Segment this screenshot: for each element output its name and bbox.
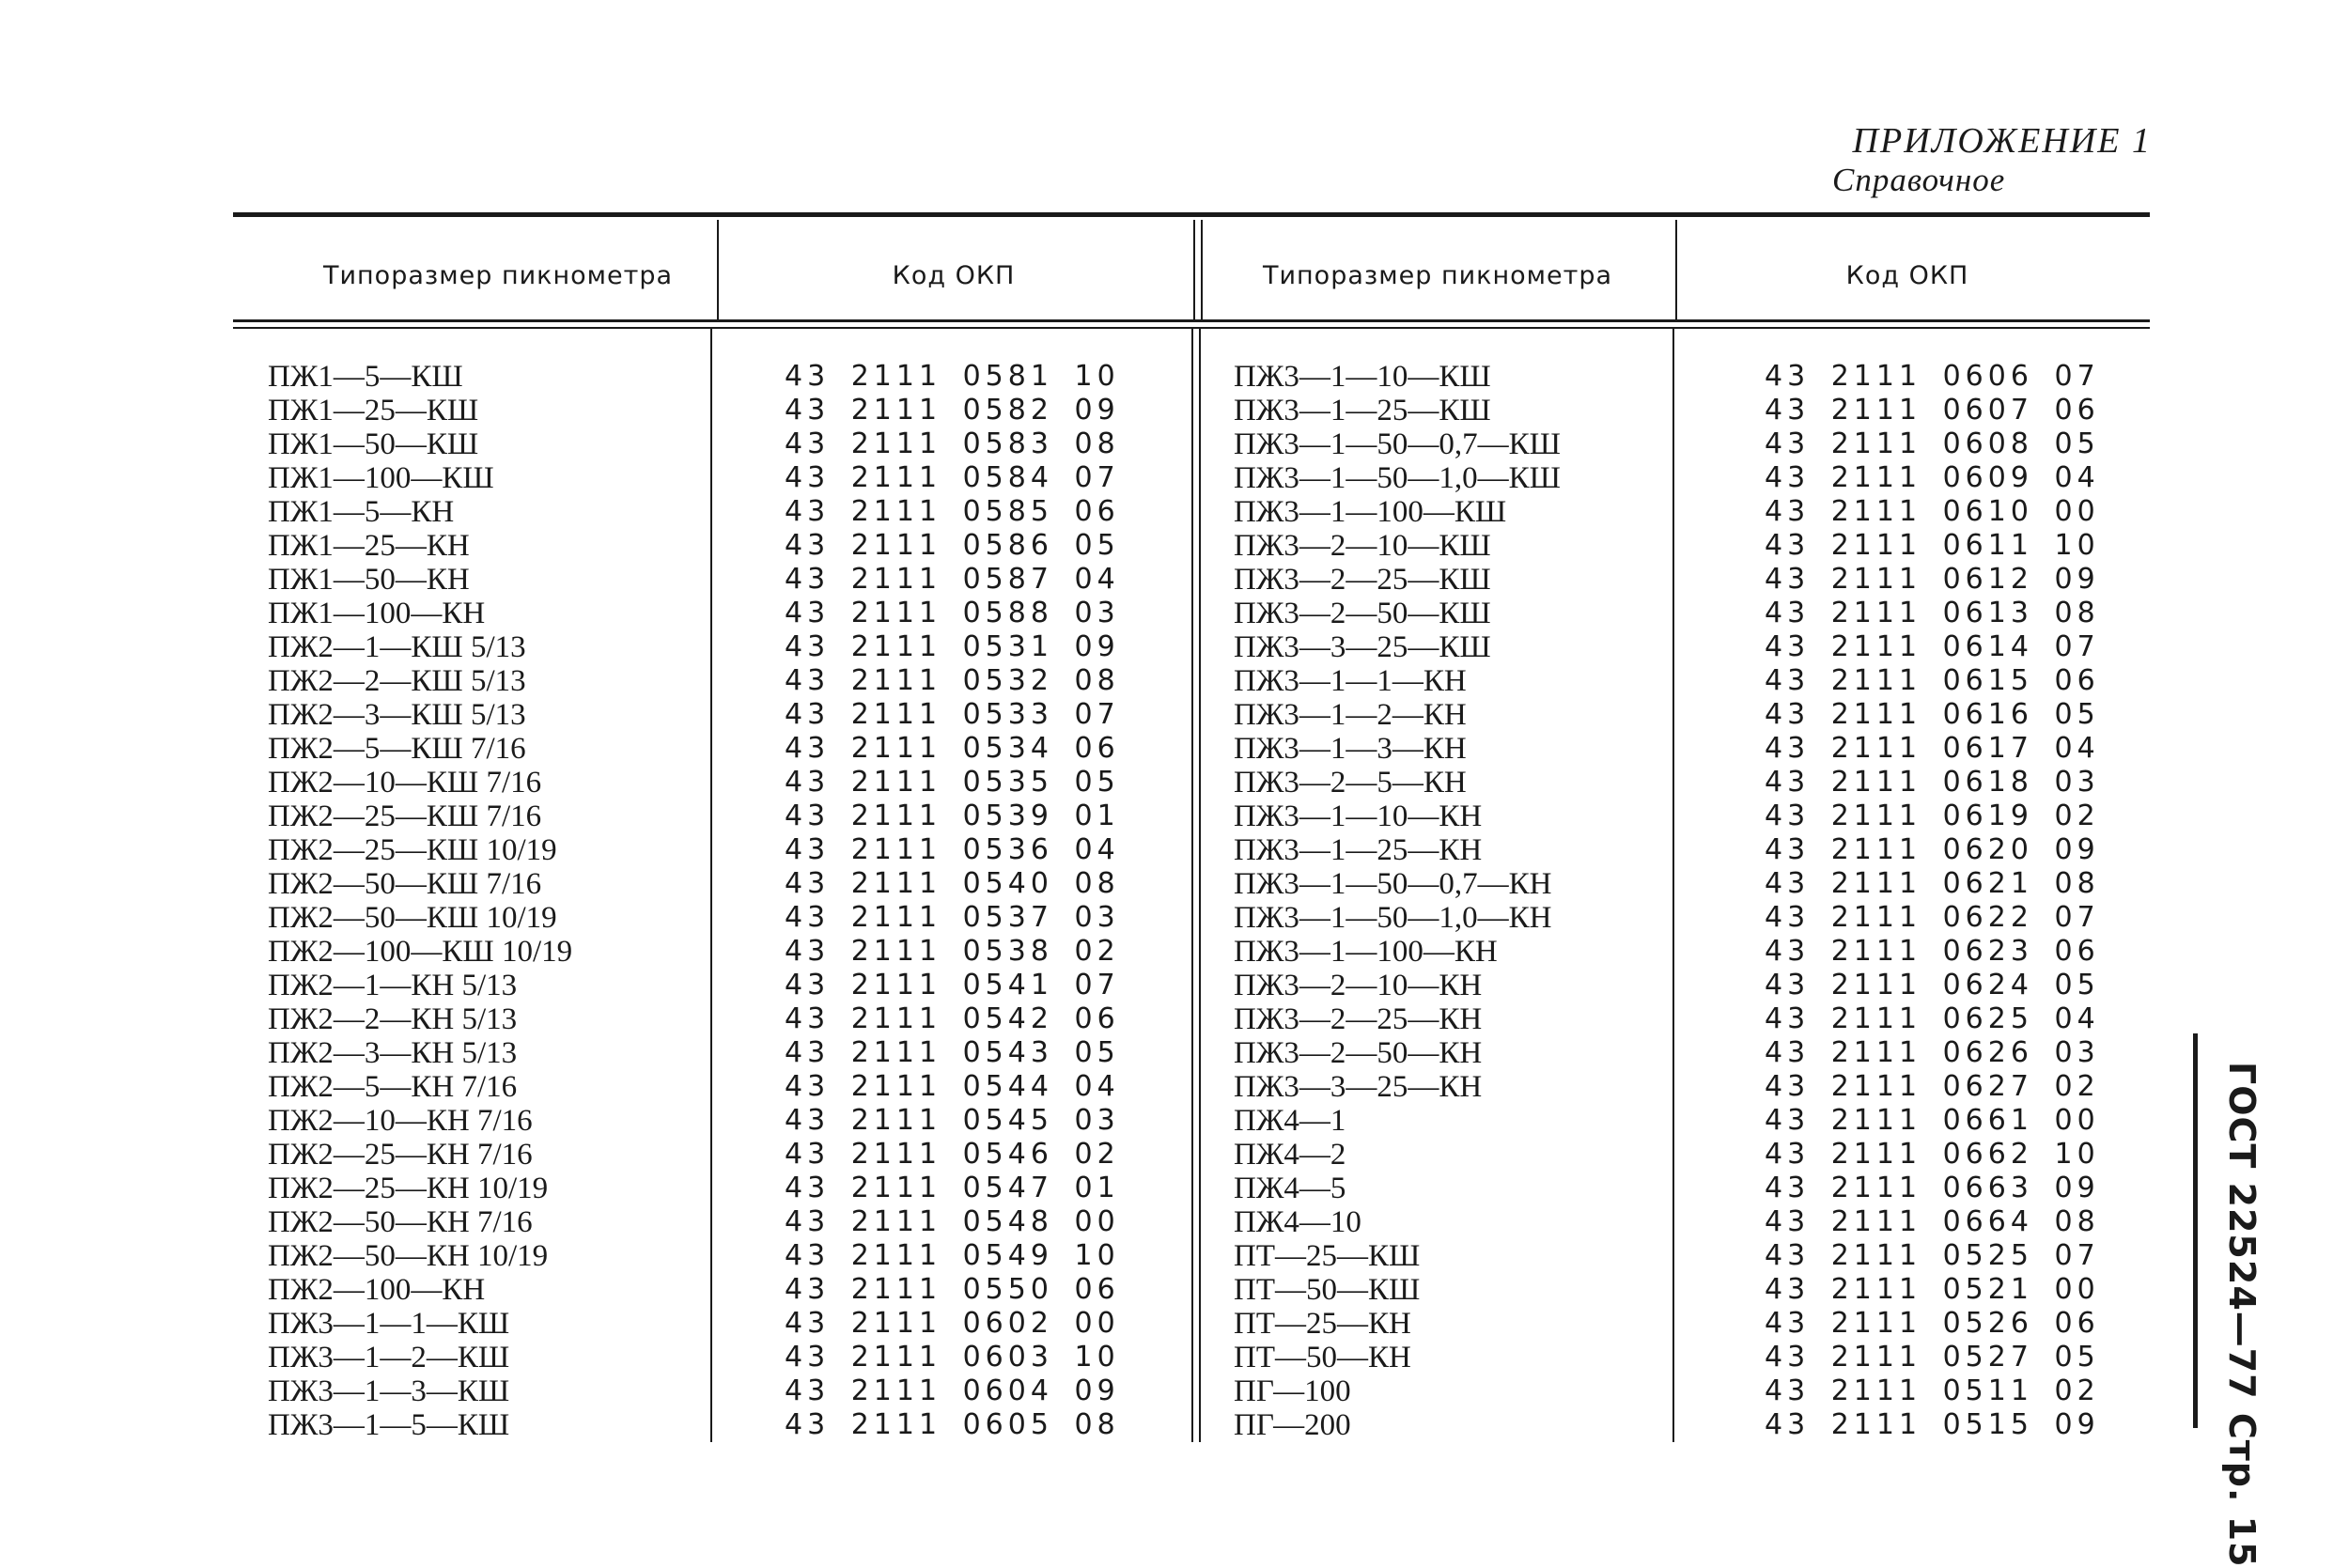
header-divider-1 bbox=[717, 220, 719, 319]
size-cell: ПЖ3—1—2—КН bbox=[1234, 698, 1467, 732]
size-cell: ПЖ2—25—КШ 7/16 bbox=[268, 800, 542, 833]
size-cell: ПГ—200 bbox=[1234, 1408, 1351, 1442]
body-divider-1 bbox=[710, 329, 712, 1442]
code-cell: 43 2111 0585 06 bbox=[785, 495, 1120, 528]
size-cell: ПТ—25—КН bbox=[1234, 1307, 1411, 1341]
size-cell: ПЖ3—1—10—КН bbox=[1234, 800, 1483, 833]
code-cell: 43 2111 0613 08 bbox=[1765, 597, 2100, 629]
size-cell: ПЖ2—5—КН 7/16 bbox=[268, 1070, 518, 1104]
code-cell: 43 2111 0624 05 bbox=[1765, 969, 2100, 1001]
size-cell: ПЖ3—2—10—КН bbox=[1234, 969, 1483, 1002]
size-cell: ПЖ3—1—1—КШ bbox=[268, 1307, 510, 1341]
size-cell: ПЖ3—1—3—КН bbox=[1234, 732, 1467, 766]
size-cell: ПЖ2—10—КШ 7/16 bbox=[268, 766, 542, 800]
code-cell: 43 2111 0536 04 bbox=[785, 833, 1120, 866]
code-cell: 43 2111 0618 03 bbox=[1765, 766, 2100, 799]
size-cell: ПЖ2—25—КШ 10/19 bbox=[268, 833, 557, 867]
size-cell: ПЖ3—2—25—КН bbox=[1234, 1002, 1483, 1036]
code-cell: 43 2111 0534 06 bbox=[785, 732, 1120, 765]
size-cell: ПЖ3—2—25—КШ bbox=[1234, 563, 1491, 597]
code-cell: 43 2111 0583 08 bbox=[785, 427, 1120, 460]
code-cell: 43 2111 0602 00 bbox=[785, 1307, 1120, 1340]
header-divider-2a bbox=[1193, 220, 1195, 319]
size-cell: ПЖ3—1—5—КШ bbox=[268, 1408, 510, 1442]
right-size-column bbox=[1234, 360, 1561, 1442]
code-cell: 43 2111 0584 07 bbox=[785, 461, 1120, 494]
size-cell: ПЖ4—1 bbox=[1234, 1104, 1346, 1138]
code-cell: 43 2111 0541 07 bbox=[785, 969, 1120, 1001]
code-cell: 43 2111 0543 05 bbox=[785, 1036, 1120, 1069]
size-cell: ПЖ2—1—КН 5/13 bbox=[268, 969, 518, 1002]
size-cell: ПЖ2—50—КШ 7/16 bbox=[268, 867, 542, 901]
code-cell: 43 2111 0538 02 bbox=[785, 935, 1120, 968]
side-bar bbox=[2193, 1033, 2198, 1428]
size-cell: ПЖ1—5—КШ bbox=[268, 360, 463, 394]
top-rule bbox=[233, 212, 2150, 217]
size-cell: ПЖ2—2—КШ 5/13 bbox=[268, 664, 526, 698]
code-cell: 43 2111 0610 00 bbox=[1765, 495, 2100, 528]
size-cell: ПЖ3—2—5—КН bbox=[1234, 766, 1467, 800]
size-cell: ПЖ4—10 bbox=[1234, 1205, 1361, 1239]
body-divider-2b bbox=[1199, 329, 1201, 1442]
header-divider-2b bbox=[1201, 220, 1203, 319]
code-cell: 43 2111 0521 00 bbox=[1765, 1273, 2100, 1306]
size-cell: ПТ—50—КШ bbox=[1234, 1273, 1421, 1307]
code-cell: 43 2111 0605 08 bbox=[785, 1408, 1120, 1441]
code-cell: 43 2111 0662 10 bbox=[1765, 1138, 2100, 1171]
code-cell: 43 2111 0544 04 bbox=[785, 1070, 1120, 1103]
code-cell: 43 2111 0622 07 bbox=[1765, 901, 2100, 934]
size-cell: ПЖ2—25—КН 10/19 bbox=[268, 1172, 549, 1205]
code-cell: 43 2111 0540 08 bbox=[785, 867, 1120, 900]
header-cell-code-right: Код ОКП bbox=[1845, 261, 1969, 290]
size-cell: ПЖ3—1—1—КН bbox=[1234, 664, 1467, 698]
code-cell: 43 2111 0664 08 bbox=[1765, 1205, 2100, 1238]
size-cell: ПЖ2—5—КШ 7/16 bbox=[268, 732, 526, 766]
code-cell: 43 2111 0608 05 bbox=[1765, 427, 2100, 460]
code-cell: 43 2111 0581 10 bbox=[785, 360, 1120, 393]
code-cell: 43 2111 0537 03 bbox=[785, 901, 1120, 934]
size-cell: ПЖ3—1—50—0,7—КН bbox=[1234, 867, 1552, 901]
code-cell: 43 2111 0611 10 bbox=[1765, 529, 2100, 562]
code-cell: 43 2111 0626 03 bbox=[1765, 1036, 2100, 1069]
right-code-column bbox=[1765, 360, 2100, 1442]
code-cell: 43 2111 0623 06 bbox=[1765, 935, 2100, 968]
size-cell: ПТ—25—КШ bbox=[1234, 1239, 1421, 1273]
size-cell: ПГ—100 bbox=[1234, 1374, 1351, 1408]
size-cell: ПЖ3—2—10—КШ bbox=[1234, 529, 1491, 563]
header-cell-code-left: Код ОКП bbox=[892, 261, 1016, 290]
size-cell: ПЖ1—5—КН bbox=[268, 495, 455, 529]
size-cell: ПЖ3—2—50—КН bbox=[1234, 1036, 1483, 1070]
size-cell: ПЖ4—5 bbox=[1234, 1172, 1346, 1205]
header-cell-size-right: Типоразмер пикнометра bbox=[1262, 261, 1613, 290]
code-cell: 43 2111 0663 09 bbox=[1765, 1172, 2100, 1204]
size-cell: ПЖ2—100—КН bbox=[268, 1273, 486, 1307]
code-cell: 43 2111 0550 06 bbox=[785, 1273, 1120, 1306]
size-cell: ПЖ1—100—КН bbox=[268, 597, 486, 630]
code-cell: 43 2111 0588 03 bbox=[785, 597, 1120, 629]
code-cell: 43 2111 0619 02 bbox=[1765, 800, 2100, 832]
left-size-column bbox=[268, 360, 572, 1442]
size-cell: ПЖ2—3—КШ 5/13 bbox=[268, 698, 526, 732]
code-cell: 43 2111 0532 08 bbox=[785, 664, 1120, 697]
header-rule-top bbox=[233, 319, 2150, 322]
code-cell: 43 2111 0603 10 bbox=[785, 1341, 1120, 1374]
code-cell: 43 2111 0604 09 bbox=[785, 1374, 1120, 1407]
size-cell: ПЖ3—1—25—КН bbox=[1234, 833, 1483, 867]
code-cell: 43 2111 0531 09 bbox=[785, 630, 1120, 663]
code-cell: 43 2111 0548 00 bbox=[785, 1205, 1120, 1238]
code-cell: 43 2111 0661 00 bbox=[1765, 1104, 2100, 1137]
size-cell: ПЖ4—2 bbox=[1234, 1138, 1346, 1172]
appendix-subtitle: Справочное bbox=[1832, 162, 2006, 198]
code-cell: 43 2111 0526 06 bbox=[1765, 1307, 2100, 1340]
code-cell: 43 2111 0609 04 bbox=[1765, 461, 2100, 494]
header-divider-3 bbox=[1675, 220, 1677, 319]
size-cell: ПЖ1—25—КШ bbox=[268, 394, 479, 427]
code-cell: 43 2111 0582 09 bbox=[785, 394, 1120, 427]
size-cell: ПЖ3—1—100—КН bbox=[1234, 935, 1498, 969]
size-cell: ПЖ3—2—50—КШ bbox=[1234, 597, 1491, 630]
code-cell: 43 2111 0539 01 bbox=[785, 800, 1120, 832]
size-cell: ПТ—50—КН bbox=[1234, 1341, 1411, 1374]
code-cell: 43 2111 0533 07 bbox=[785, 698, 1120, 731]
code-cell: 43 2111 0606 07 bbox=[1765, 360, 2100, 393]
size-cell: ПЖ2—50—КН 10/19 bbox=[268, 1239, 549, 1273]
code-cell: 43 2111 0535 05 bbox=[785, 766, 1120, 799]
size-cell: ПЖ2—50—КН 7/16 bbox=[268, 1205, 533, 1239]
side-label: ГОСТ 22524—77 Стр. 15 bbox=[2221, 1062, 2263, 1568]
code-cell: 43 2111 0607 06 bbox=[1765, 394, 2100, 427]
size-cell: ПЖ1—25—КН bbox=[268, 529, 470, 563]
size-cell: ПЖ3—3—25—КН bbox=[1234, 1070, 1483, 1104]
size-cell: ПЖ1—100—КШ bbox=[268, 461, 494, 495]
header-cell-size-left: Типоразмер пикнометра bbox=[322, 261, 674, 290]
size-cell: ПЖ3—1—50—1,0—КН bbox=[1234, 901, 1552, 935]
size-cell: ПЖ2—2—КН 5/13 bbox=[268, 1002, 518, 1036]
size-cell: ПЖ3—1—50—1,0—КШ bbox=[1234, 461, 1561, 495]
size-cell: ПЖ3—1—10—КШ bbox=[1234, 360, 1491, 394]
code-cell: 43 2111 0527 05 bbox=[1765, 1341, 2100, 1374]
code-cell: 43 2111 0616 05 bbox=[1765, 698, 2100, 731]
body-divider-3 bbox=[1672, 329, 1674, 1442]
code-cell: 43 2111 0542 06 bbox=[785, 1002, 1120, 1035]
size-cell: ПЖ3—1—100—КШ bbox=[1234, 495, 1507, 529]
size-cell: ПЖ3—1—25—КШ bbox=[1234, 394, 1491, 427]
code-cell: 43 2111 0587 04 bbox=[785, 563, 1120, 596]
size-cell: ПЖ2—50—КШ 10/19 bbox=[268, 901, 557, 935]
body-divider-2a bbox=[1191, 329, 1193, 1442]
size-cell: ПЖ2—10—КН 7/16 bbox=[268, 1104, 533, 1138]
code-cell: 43 2111 0625 04 bbox=[1765, 1002, 2100, 1035]
code-cell: 43 2111 0511 02 bbox=[1765, 1374, 2100, 1407]
code-cell: 43 2111 0617 04 bbox=[1765, 732, 2100, 765]
size-cell: ПЖ3—1—50—0,7—КШ bbox=[1234, 427, 1561, 461]
size-cell: ПЖ3—3—25—КШ bbox=[1234, 630, 1491, 664]
code-cell: 43 2111 0621 08 bbox=[1765, 867, 2100, 900]
size-cell: ПЖ2—1—КШ 5/13 bbox=[268, 630, 526, 664]
size-cell: ПЖ2—100—КШ 10/19 bbox=[268, 935, 573, 969]
code-cell: 43 2111 0612 09 bbox=[1765, 563, 2100, 596]
left-code-column bbox=[785, 360, 1120, 1442]
code-cell: 43 2111 0620 09 bbox=[1765, 833, 2100, 866]
size-cell: ПЖ2—3—КН 5/13 bbox=[268, 1036, 518, 1070]
size-cell: ПЖ3—1—2—КШ bbox=[268, 1341, 510, 1374]
code-cell: 43 2111 0627 02 bbox=[1765, 1070, 2100, 1103]
appendix-title: ПРИЛОЖЕНИЕ 1 bbox=[1852, 121, 2152, 161]
code-cell: 43 2111 0515 09 bbox=[1765, 1408, 2100, 1441]
code-cell: 43 2111 0586 05 bbox=[785, 529, 1120, 562]
size-cell: ПЖ1—50—КН bbox=[268, 563, 470, 597]
size-cell: ПЖ1—50—КШ bbox=[268, 427, 479, 461]
code-cell: 43 2111 0525 07 bbox=[1765, 1239, 2100, 1272]
size-cell: ПЖ3—1—3—КШ bbox=[268, 1374, 510, 1408]
code-cell: 43 2111 0545 03 bbox=[785, 1104, 1120, 1137]
size-cell: ПЖ2—25—КН 7/16 bbox=[268, 1138, 533, 1172]
code-cell: 43 2111 0547 01 bbox=[785, 1172, 1120, 1204]
code-cell: 43 2111 0546 02 bbox=[785, 1138, 1120, 1171]
code-cell: 43 2111 0614 07 bbox=[1765, 630, 2100, 663]
code-cell: 43 2111 0615 06 bbox=[1765, 664, 2100, 697]
code-cell: 43 2111 0549 10 bbox=[785, 1239, 1120, 1272]
